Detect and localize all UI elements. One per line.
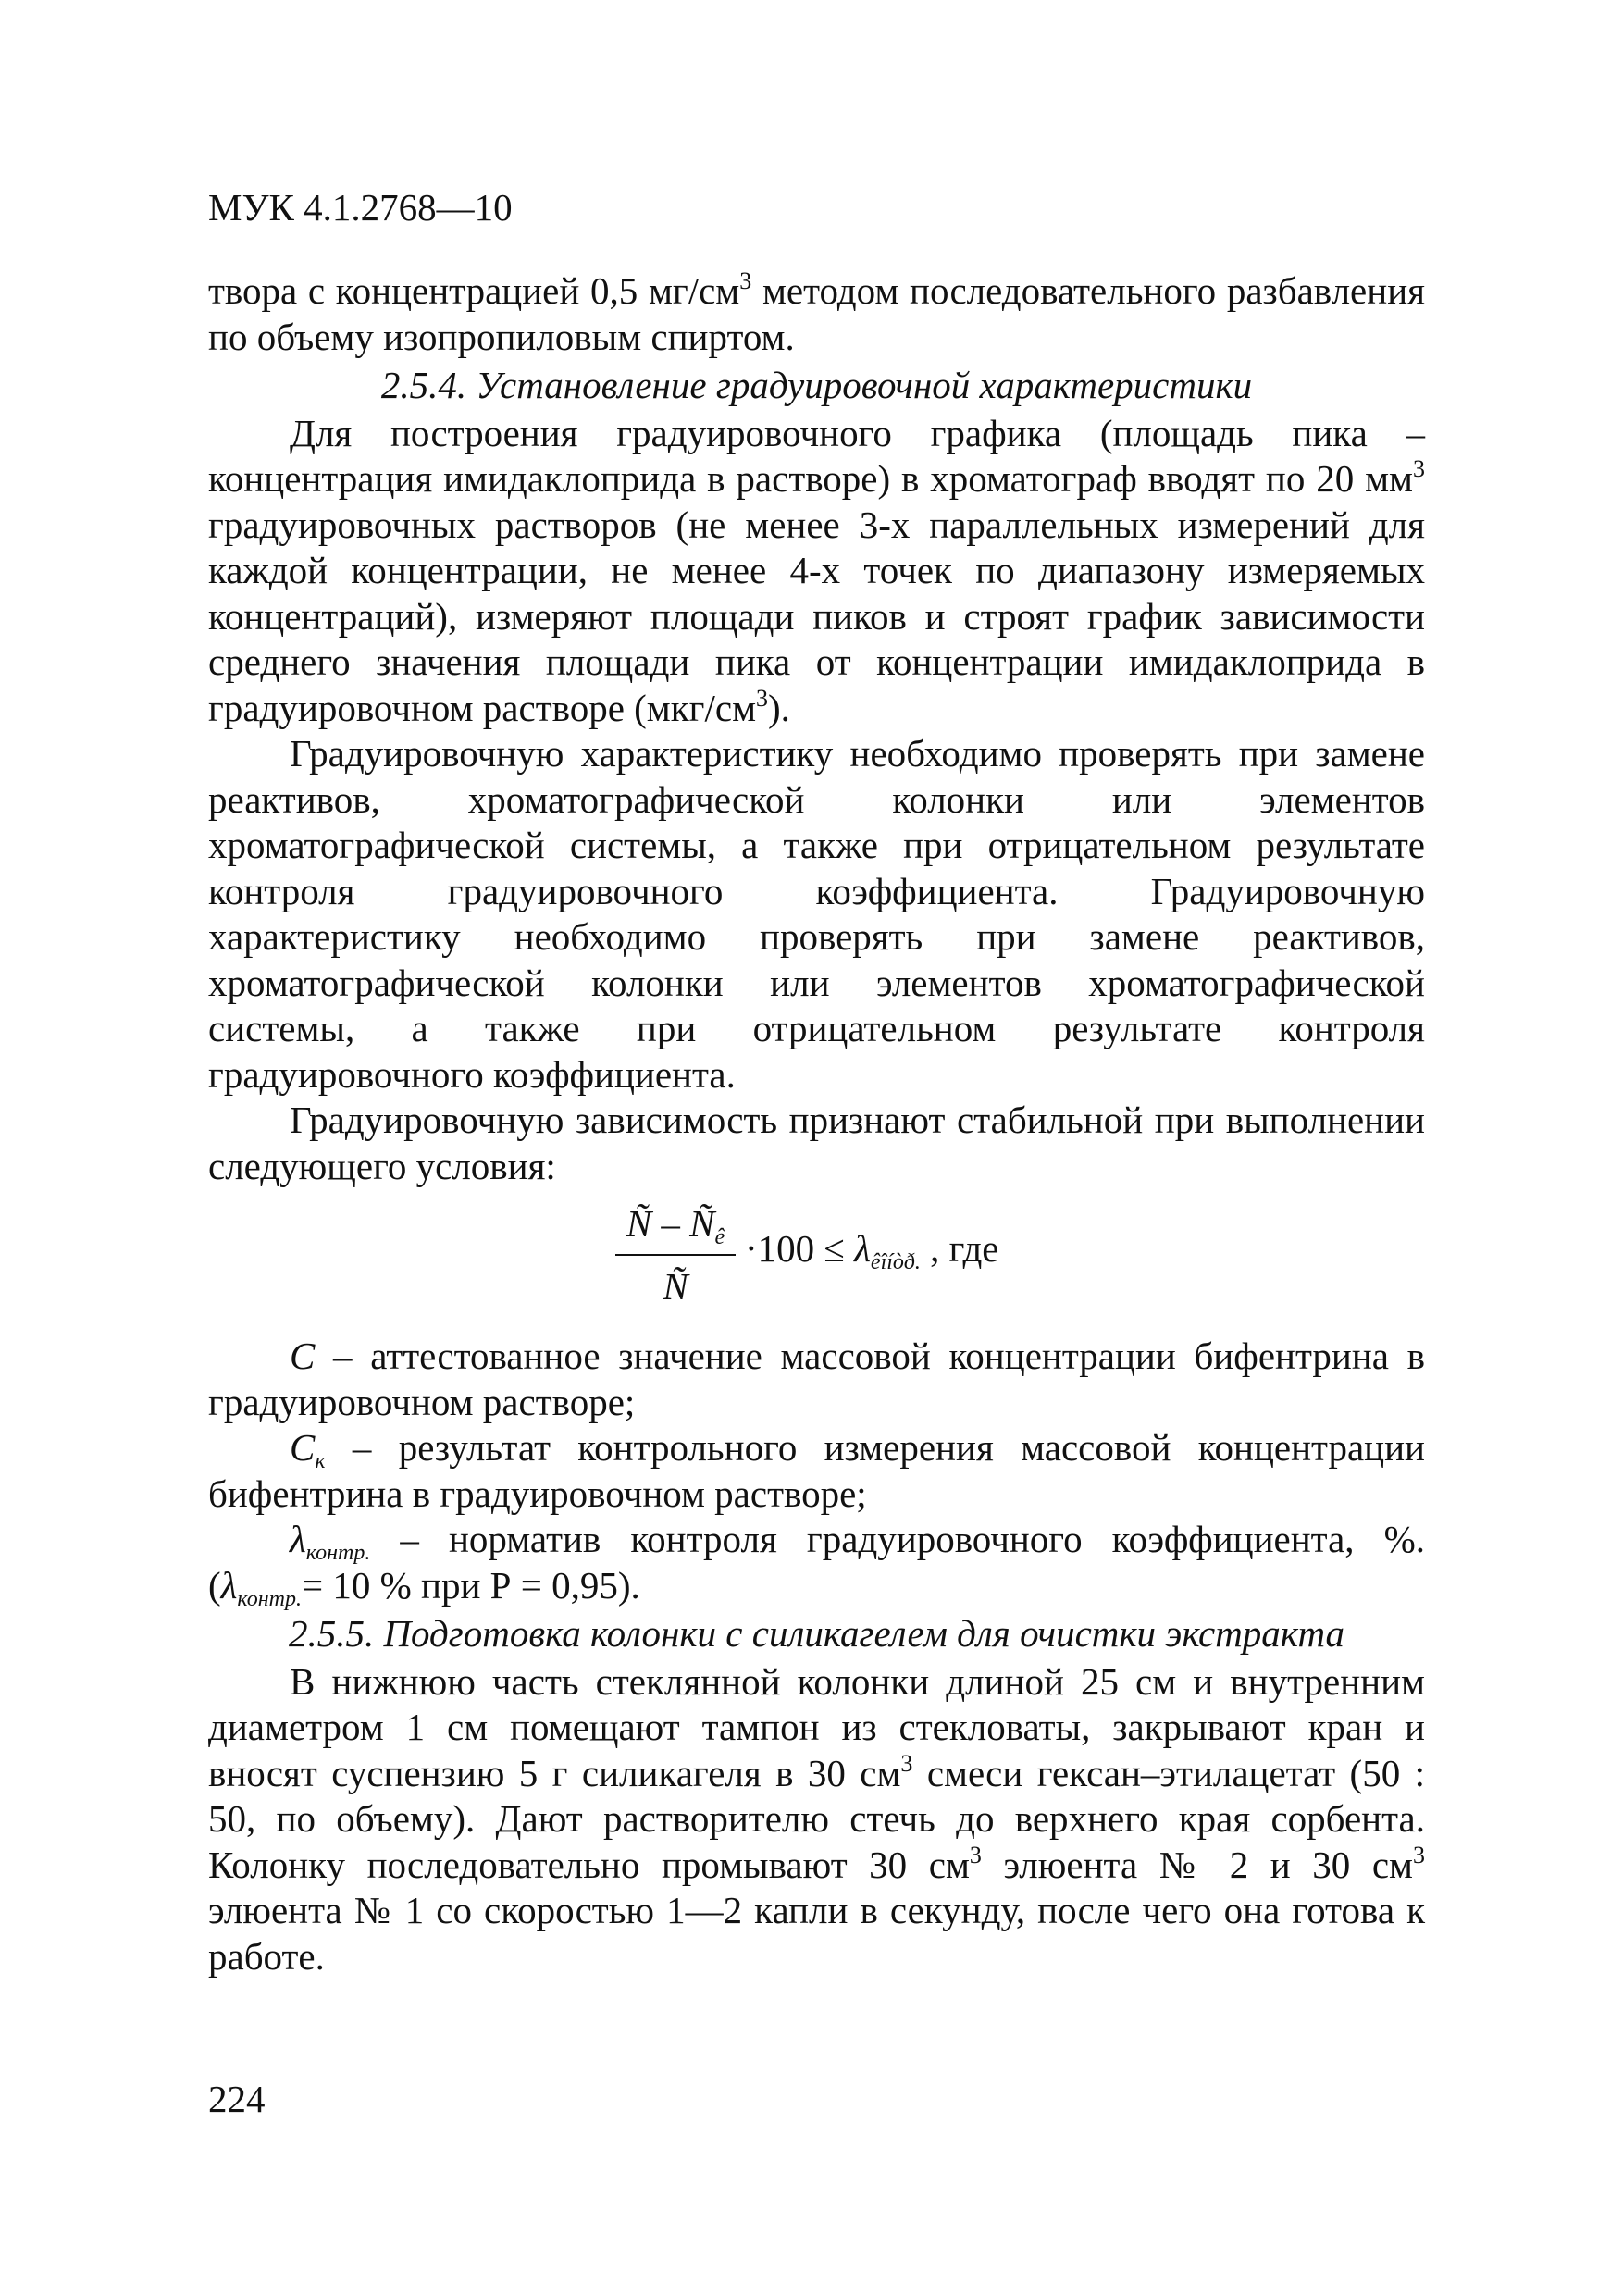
def-c-symbol: С — [290, 1334, 316, 1377]
formula-fraction-bar — [615, 1254, 736, 1256]
p1-text-b: методом последовательного разбавления по объему изопропиловым спиртом. — [208, 269, 1425, 358]
definition-ck — [208, 1425, 1425, 1517]
p2-text-c: ). — [768, 686, 790, 729]
document-code-header: МУК 4.1.2768—10 — [208, 186, 513, 229]
p2-text-a: Для построения градуировочного графика (площадь пика – концентрация имидаклоприда в растворе) в хроматограф вводят по 20 мм — [208, 411, 1425, 500]
def-c-text: – аттестованное значение массовой концентрации бифентрина в градуировочном растворе; — [208, 1334, 1425, 1423]
def-lambda-sub: контр. — [305, 1541, 371, 1565]
definition-c — [208, 1334, 1425, 1425]
formula-numerator — [615, 1197, 736, 1250]
formula-right-side — [745, 1226, 999, 1272]
p1-text-a: твора с концентрацией 0,5 мг/см — [208, 269, 740, 312]
section-heading-2-5-4: 2.5.4. Установление градуировочной характеристики — [380, 364, 1253, 406]
formula-lambda-sub: êîíòð. — [870, 1250, 921, 1274]
p1-sup: 3 — [739, 267, 752, 294]
document-body — [208, 268, 1425, 1980]
p5-sup2: 3 — [969, 1841, 982, 1868]
p5-sup1: 3 — [900, 1749, 913, 1777]
page-number: 224 — [208, 2078, 266, 2120]
formula-multiplier: ·100 ≤ — [745, 1227, 855, 1270]
formula-numerator-sub: ê — [714, 1225, 725, 1249]
def-lambda2-symbol: λ — [220, 1563, 238, 1607]
formula-numerator-text: Ñ – Ñ — [626, 1202, 715, 1245]
paragraph-column-preparation — [208, 1659, 1425, 1980]
p5-sup3: 3 — [1413, 1841, 1425, 1868]
formula-lambda: λ — [854, 1227, 871, 1270]
p5-text-c: элюента № 2 и 30 см — [981, 1843, 1413, 1886]
paragraph-dilution — [208, 268, 1425, 360]
formula-denominator-text: Ñ — [663, 1265, 688, 1308]
formula-suffix: , где — [920, 1227, 999, 1270]
def-lambda2-sub: контр. — [237, 1586, 302, 1611]
section-heading-2-5-5: 2.5.5. Подготовка колонки с силикагелем для очистки экстракта — [288, 1612, 1345, 1655]
paragraph-calibration-check: Градуировочную характеристику необходимо проверять при замене реактивов, хроматографической колонки или элементов хроматографической системы, а также при отрицательном результате контроля градуировочного коэффициента. Градуировочную характеристику необходимо проверять при замене реактивов, хроматографической колонки или элементов хроматографической системы, а также при отрицательном результате контроля градуировочного коэффициента. — [208, 732, 1425, 1096]
p5-text-b: смеси гексан–этилацетат (50 : 50, по объему). Дают растворителю стечь до верхнего края сорбента. Колонку последовательно промывают 30 см — [208, 1751, 1425, 1886]
p2-sup2: 3 — [756, 684, 769, 712]
def-ck-text: – результат контрольного измерения массовой концентрации бифентрина в градуировочном растворе; — [208, 1426, 1425, 1515]
def-ck-symbol: С — [290, 1426, 316, 1469]
p2-sup1: 3 — [1413, 455, 1425, 482]
paragraph-calibration-graph — [208, 411, 1425, 732]
p5-text-a: В нижнюю часть стеклянной колонки длиной 25 см и внутренним диаметром 1 см помещают тампон из стекловаты, закрывают кран и вносят суспензию 5 г силикагеля в 30 см — [208, 1659, 1425, 1794]
p2-text-b: градуировочных растворов (не менее 3-х параллельных измерений для каждой концентрации, не менее 4-х точек по диапазону измеряемых концентраций), измеряют площади пиков и строят график зависимости среднего значения площади пика от концентрации имидаклоприда в градуировочном растворе (мкг/см — [208, 503, 1425, 729]
formula-denominator — [615, 1261, 736, 1311]
def-lambda-text: – норматив контроля градуировочного коэффициента, %. ( — [208, 1518, 1425, 1607]
p5-text-d: элюента № 1 со скоростью 1—2 капли в секунду, после чего она готова к работе. — [208, 1889, 1425, 1978]
def-lambda2-text: = 10 % при Р = 0,95). — [301, 1563, 640, 1607]
def-ck-sub: к — [315, 1449, 326, 1473]
stability-formula — [208, 1197, 1425, 1322]
definition-lambda — [208, 1517, 1425, 1611]
paragraph-stability-condition: Градуировочную зависимость признают стабильной при выполнении следующего условия: — [208, 1098, 1425, 1187]
def-lambda-symbol: λ — [290, 1518, 306, 1560]
formula-fraction — [615, 1197, 736, 1311]
